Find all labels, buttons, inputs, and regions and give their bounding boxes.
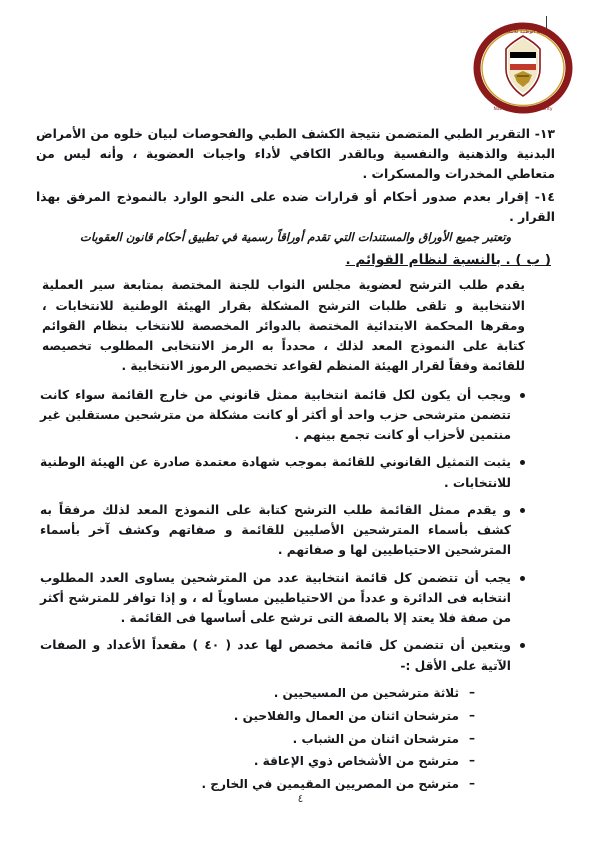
page-number: ٤ [297, 793, 304, 805]
bullet-item: و يقدم ممثل القائمة طلب الترشح كتابة على النموذج المعد لذلك مرفقاً به كشف بأسماء المترشحين الأصليين للقائمة و صفاتهم وكشف آخر بأسماء المترشحين الاحتياطيين لها و صفاتهم . [40, 500, 525, 561]
item-13-number: ١٣- [534, 126, 555, 141]
item-13-text: التقرير الطبي المتضمن نتيجة الكشف الطبي والفحوصات لبيان خلوه من الأمراض البدنية والذهنية والنفسية وبالقدر الكافي لأداء واجبات العضوية ، وأنه ليس من متعاطي المخدرات والمسكرات . [36, 126, 555, 182]
section-heading-lists-system: ( ب ) . بالنسبة لنظام القوائم . [345, 252, 551, 269]
intro-paragraph: يقدم طلب الترشح لعضوية مجلس النواب للجنة المختصة بمتابعة سير العملية الانتخابية و تلقى طلبات الترشح المشكلة بقرار الهيئة الوطنية للانتخابات ، ومقرها المحكمة الابتدائية المختصة بالدوائر المخصصة للانتخاب بنظام القوائم كتابة على النموذج المعد لذلك ، محدداً به الرمز الانتخابى المطلوب تخصيصه للقائمة وفقاً لقرار الهيئة المنظم لقواعد تخصيص الرموز الانتخابية . [42, 278, 525, 374]
quota-sub-list [36, 683, 555, 795]
requirements-bullet-list [36, 385, 555, 676]
bullet-item: ويتعين أن تتضمن كل قائمة مخصص لها عدد ( ٤٠ ) مقعداً الأعداد و الصفات الآتية على الأقل :- [40, 635, 525, 676]
national-election-authority-seal-icon [470, 22, 576, 118]
svg-text:الهيئة الوطنية للانتخابات: الهيئة الوطنية للانتخابات [498, 29, 548, 35]
document-body [36, 124, 555, 797]
official-papers-note: وتعتبر جميع الأوراق والمستندات التي تقدم أوراقاً رسمية في تطبيق أحكام قانون العقوبات [79, 230, 512, 245]
sub-list-item: – مترشح من المصريين المقيمين في الخارج . [40, 774, 475, 795]
sub-list-item: – مترشح من الأشخاص ذوي الإعاقة . [40, 751, 475, 772]
bullet-item: ويجب أن يكون لكل قائمة انتخابية ممثل قانوني من خارج القائمة سواء كانت تتضمن مترشحى حزب واحد أو أكثر أو كانت مشكلة من مترشحين مستقلين غير منتمين لأحزاب أو كانت تجمع بينهم . [40, 385, 525, 446]
item-14-text: إقرار بعدم صدور أحكام أو قرارات ضده على النحو الوارد بالنموذج المرفق بهذا القرار . [36, 189, 555, 225]
sub-list-item: – مترشحان اثنان من العمال والفلاحين . [40, 706, 475, 727]
bullet-item: يجب أن تتضمن كل قائمة انتخابية عدد من المترشحين يساوى العدد المطلوب انتخابه فى الدائرة و عدداً من الاحتياطيين مساوياً له ، و إذا توافر للمترشح أكثر من صفة فلا يعتد إلا بالصفة التى ترشح على أساسها فى القائمة . [40, 568, 525, 629]
svg-text:National Election Authority: National Election Authority [493, 107, 553, 112]
item-14-number: ١٤- [534, 189, 555, 205]
sub-list-item: – مترشحان اثنان من الشباب . [40, 729, 475, 750]
bullet-item: يثبت التمثيل القانوني للقائمة بموجب شهادة معتمدة صادرة عن الهيئة الوطنية للانتخابات . [40, 452, 525, 493]
numbered-item-14 [36, 187, 555, 227]
numbered-item-13 [36, 124, 555, 184]
sub-list-item: – ثلاثة مترشحين من المسيحيين . [40, 683, 475, 704]
